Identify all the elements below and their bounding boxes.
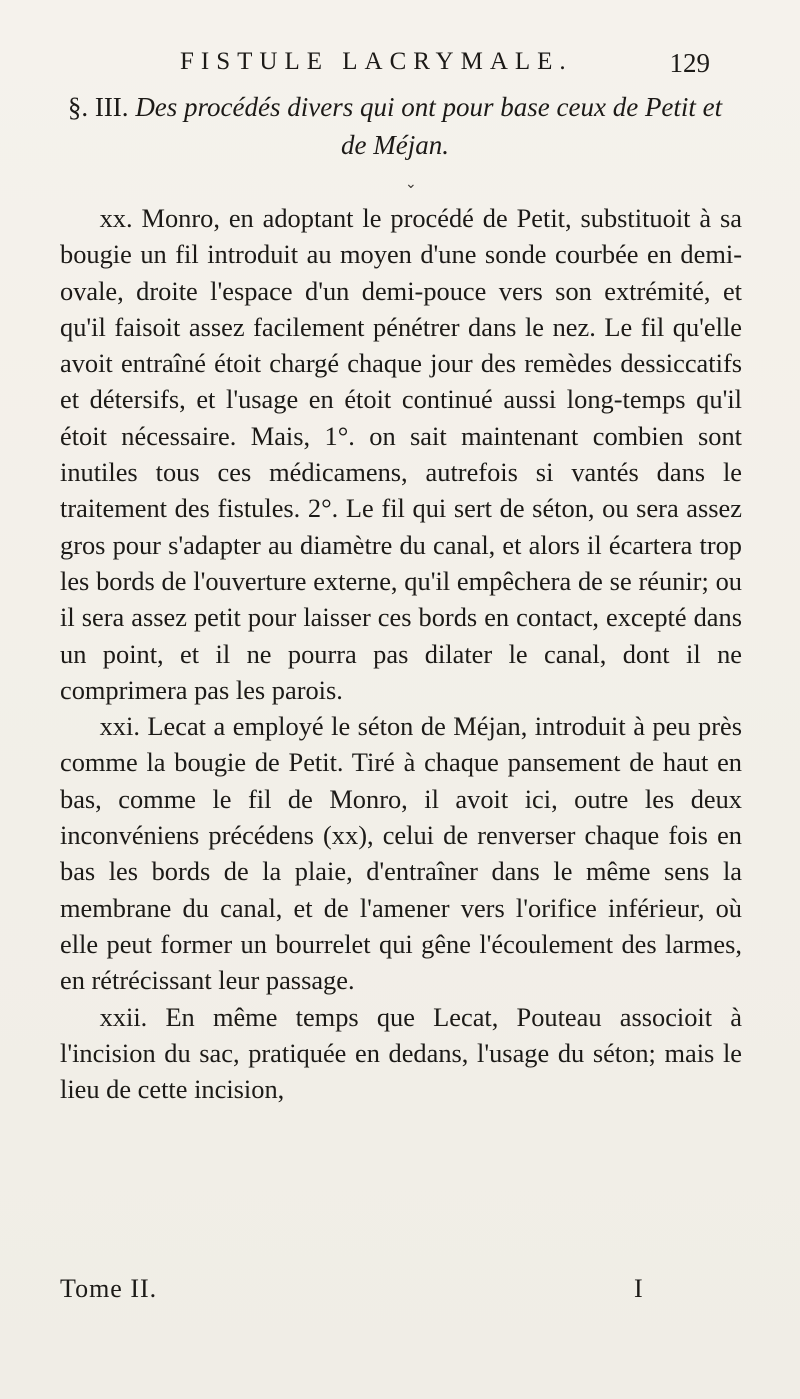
ornament-icon: ⌄ [405,176,417,192]
section-title: Des procédés divers qui ont pour base ceux de Petit et de Méjan. [135,92,723,160]
paragraph-xxii: xxii. En même temps que Lecat, Pouteau associoit à l'incision du sac, pratiquée en dedans, l'usage du séton; mais le lieu de cette incision, [60,1001,742,1105]
page-footer [60,1274,742,1314]
volume-signature: Tome II. [60,1274,158,1303]
gathering-mark: I [634,1274,643,1303]
running-title: FISTULE LACRYMALE. [180,48,573,75]
running-head [60,48,710,88]
section-mark: §. III. [67,92,129,122]
body-text [60,200,742,1107]
page-number: 129 [669,48,710,78]
section-heading [60,88,730,164]
paragraph-xx: xx. Monro, en adoptant le procédé de Petit, substituoit à sa bougie un fil introduit au moyen d'une sonde courbée en demi-ovale, droite l'espace d'un demi-pouce vers son extrémité, et qu'il faisoit assez facilement pénétrer dans le nez. Le fil qu'elle avoit entraîné étoit chargé chaque jour des remèdes dessiccatifs et détersifs, et l'usage en étoit continué aussi long-temps qu'il étoit nécessaire. Mais, 1°. on sait maintenant combien sont inutiles tous ces médicamens, autrefois si vantés dans le traitement des fistules. 2°. Le fil qui sert de séton, ou sera assez gros pour s'adapter au diamètre du canal, et alors il écartera trop les bords de l'ouverture externe, qu'il empêchera de se réunir; ou il sera assez petit pour laisser ces bords en contact, excepté dans un point, et il ne pourra pas dilater le canal, dont il ne comprimera pas les parois. [60,203,742,705]
paragraph-xxi: xxi. Lecat a employé le séton de Méjan, introduit à peu près comme la bougie de Petit. Tiré à chaque pansement de haut en bas, comme le fil de Monro, il avoit ici, outre les deux inconvéniens précédens (xx), celui de renverser chaque fois en bas les bords de la plaie, d'entraîner dans le même sens la membrane du canal, et de l'amener vers l'orifice inférieur, où elle peut former un bourrelet qui gêne l'écoulement des larmes, en rétrécissant leur passage. [60,711,742,996]
